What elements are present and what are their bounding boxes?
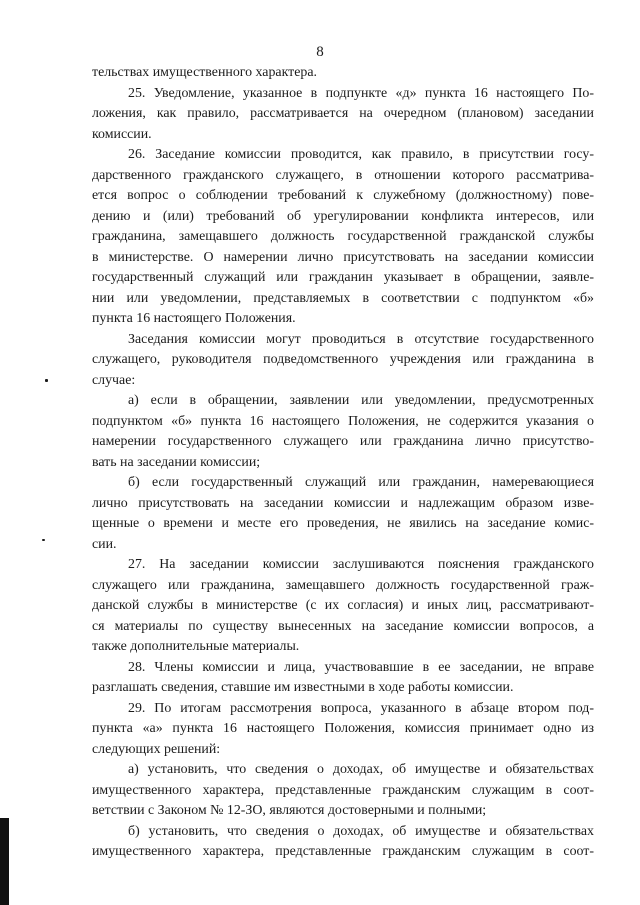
paragraph-26-line: государственный служащий или гражданин указывает в обращении, заявле- — [92, 270, 594, 285]
decision-a-line: имущественного характера, представленные гражданским служащим в соот- — [92, 782, 594, 798]
scan-speck-mark — [45, 379, 48, 382]
item-a-line: подпунктом «б» пункта 16 настоящего Положения, не содержится указания о — [92, 413, 594, 429]
page-number: 8 — [316, 44, 324, 60]
item-b-line: сии. — [92, 536, 117, 552]
paragraph-26-line: пункта 16 настоящего Положения. — [92, 311, 296, 326]
paragraph-absence-line: служащего, руководителя подведомственного учреждения или гражданина в — [92, 352, 594, 367]
paragraph-26-line: в министерстве. О намерении лично присутствовать на заседании комиссии — [92, 249, 594, 265]
paragraph-29-line: пункта «а» пункта 16 настоящего Положения, комиссия принимает одно из — [92, 721, 594, 736]
paragraph-absence-line: Заседания комиссии могут проводиться в отсутствие государственного — [128, 331, 594, 347]
paragraph-26-line: нии или уведомлении, представляемых в соответствии с подпунктом «б» — [92, 290, 594, 306]
item-a-line: намерении государственного служащего или гражданина лично присутство- — [92, 434, 594, 449]
document-body — [92, 63, 594, 863]
paragraph-absence-line: случае: — [92, 372, 136, 388]
item-b-line: щенные о времени и месте его проведения, не явились на заседание комис- — [92, 516, 594, 531]
decision-a-line: ветствии с Законом № 12-ЗО, являются достоверными и полными; — [92, 803, 487, 818]
text-line: тельствах имущественного характера. — [92, 65, 317, 80]
item-a-line: а) если в обращении, заявлении или уведомлении, предусмотренных — [128, 393, 594, 408]
paragraph-26-line: ется вопрос о соблюдении требований к служебному (должностному) пове- — [92, 188, 594, 203]
decision-b-line: б) установить, что сведения о доходах, об имуществе и обязательствах — [128, 823, 594, 839]
paragraph-28-line: разглашать сведения, ставшие им известными в ходе работы комиссии. — [92, 680, 514, 695]
paragraph-27-line: ся материалы по существу вынесенных на заседание комиссии вопросов, а — [92, 618, 594, 634]
item-b-line: б) если государственный служащий или гражданин, намеревающиеся — [128, 475, 594, 490]
paragraph-29-line: следующих решений: — [92, 741, 221, 757]
paragraph-25-line: ложения, как правило, рассматривается на очередном (плановом) заседании — [92, 106, 594, 121]
decision-a-line: а) установить, что сведения о доходах, об имуществе и обязательствах — [128, 762, 594, 777]
binding-edge-mark — [0, 818, 9, 905]
item-a-line: вать на заседании комиссии; — [92, 454, 261, 470]
paragraph-28-line: 28. Члены комиссии и лица, участвовавшие в ее заседании, не вправе — [128, 659, 594, 675]
paragraph-27-line: 27. На заседании комиссии заслушиваются пояснения гражданского — [128, 557, 594, 572]
paragraph-26-line: дарственного гражданского служащего, в отношении которого рассматрива- — [92, 167, 594, 183]
paragraph-26-line: гражданина, замещавшего должность государственной гражданской службы — [92, 229, 594, 244]
paragraph-26-line: 26. Заседание комиссии проводится, как правило, в присутствии госу- — [128, 147, 594, 162]
paragraph-25-line: комиссии. — [92, 126, 152, 142]
decision-b-line: имущественного характера, представленные гражданским служащим в соот- — [92, 844, 594, 859]
paragraph-27-line: данской службы в министерстве (с их согласия) и иных лиц, рассматривают- — [92, 598, 594, 613]
paragraph-26-line: дению и (или) требований об урегулировании конфликта интересов, или — [92, 208, 594, 224]
item-b-line: лично присутствовать на заседании комиссии и надлежащим образом изве- — [92, 495, 594, 511]
paragraph-25-line: 25. Уведомление, указанное в подпункте «д» пункта 16 настоящего По- — [128, 85, 594, 101]
paragraph-27-line: также дополнительные материалы. — [92, 639, 300, 654]
paragraph-29-line: 29. По итогам рассмотрения вопроса, указанного в абзаце втором под- — [128, 700, 594, 716]
paragraph-27-line: служащего или гражданина, замещавшего должность государственной граж- — [92, 577, 594, 593]
scan-speck-mark — [42, 539, 45, 541]
